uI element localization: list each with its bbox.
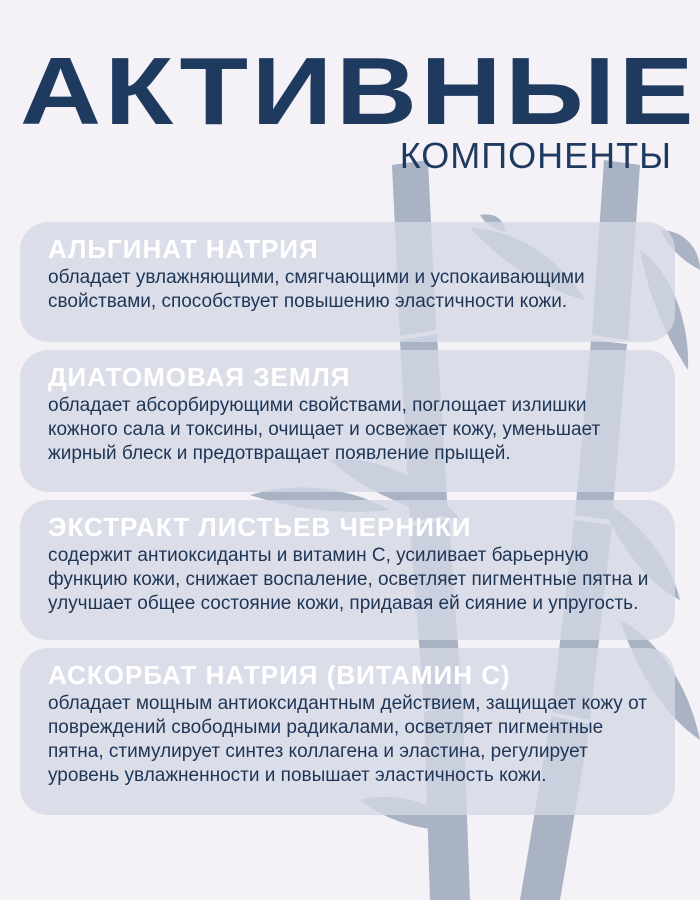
component-description: обладает мощным антиоксидантным действием, защищает кожу от повреждений свободными радикалами, осветляет пигментные пятна, стимулирует синтез коллагена и эластина, регулирует уровень увлажненности и повышает эластичность кожи. [48, 693, 647, 786]
component-card-diatomaceous-earth [20, 350, 675, 492]
component-title: ДИАТОМОВАЯ ЗЕМЛЯ [48, 362, 351, 392]
component-description: обладает абсорбирующими свойствами, поглощает излишки кожного сала и токсины, очищает и освежает кожу, уменьшает жирный блеск и предотвращает появление прыщей. [48, 395, 601, 464]
component-title: ЭКСТРАКТ ЛИСТЬЕВ ЧЕРНИКИ [48, 512, 472, 542]
component-title: АСКОРБАТ НАТРИЯ (ВИТАМИН С) [48, 660, 511, 690]
component-description: обладает увлажняющими, смягчающими и успокаивающими свойствами, способствует повышению эластичности кожи. [48, 267, 585, 312]
component-card-sodium-alginate [20, 222, 675, 342]
component-description: содержит антиоксиданты и витамин С, усиливает барьерную функцию кожи, снижает воспаление, осветляет пигментные пятна и улучшает общее состояние кожи, придавая ей сияние и упругость. [48, 545, 649, 614]
page-title: АКТИВНЫЕ [20, 38, 697, 145]
component-card-sodium-ascorbate [20, 648, 675, 815]
component-title: АЛЬГИНАТ НАТРИЯ [48, 234, 319, 264]
page-subtitle: КОМПОНЕНТЫ [399, 135, 672, 176]
component-card-blueberry-leaf-extract [20, 500, 675, 640]
